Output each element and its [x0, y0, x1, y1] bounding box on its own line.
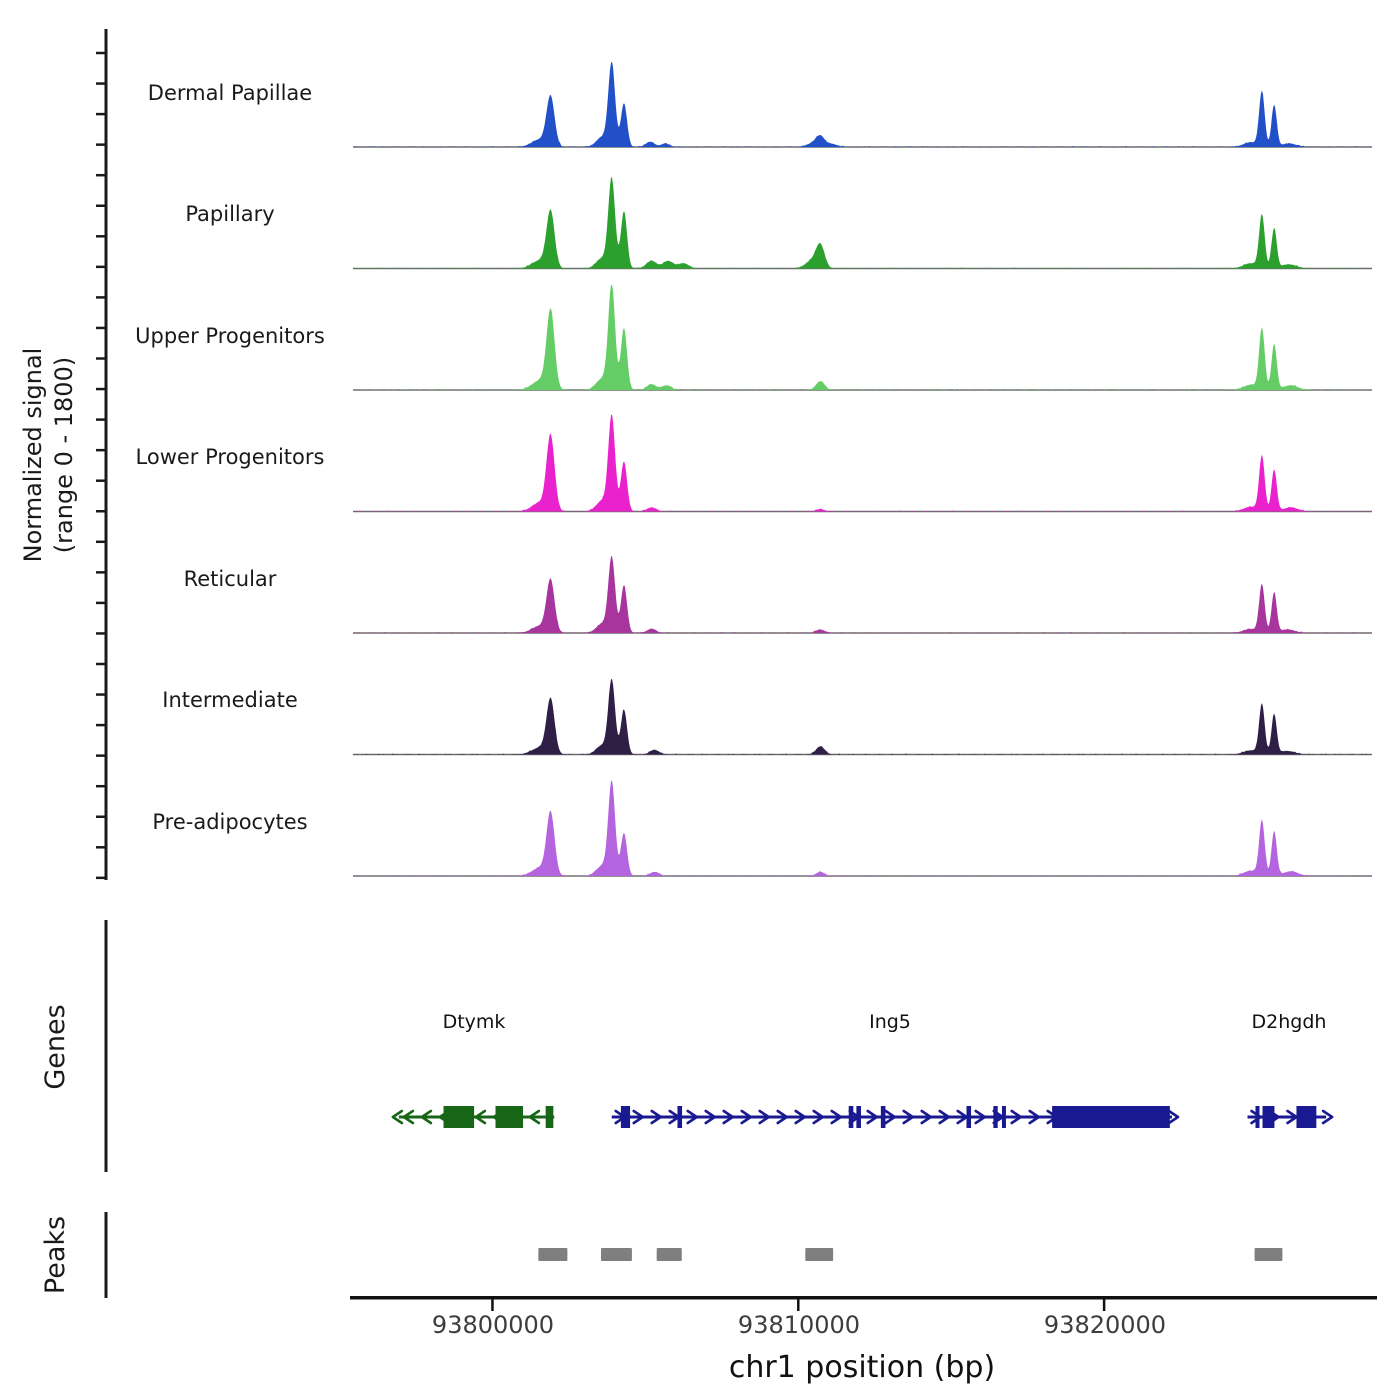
gene-exon [496, 1106, 524, 1128]
gene-exon [1002, 1106, 1006, 1128]
signal-area-papillary [353, 177, 1372, 268]
signal-area-lower-progenitors [353, 414, 1372, 511]
x-tick-label-93800000: 93800000 [431, 1311, 555, 1339]
gene-exon [881, 1106, 886, 1128]
track-label-pre-adipocytes: Pre-adipocytes [152, 810, 308, 834]
genes-section-label: Genes [40, 1004, 71, 1090]
gene-exon [444, 1106, 475, 1128]
peaks-section-label: Peaks [40, 1215, 71, 1295]
x-tick-label-93820000: 93820000 [1043, 1311, 1167, 1339]
peak-box [657, 1248, 682, 1261]
track-label-reticular: Reticular [183, 567, 277, 591]
gene-exon [677, 1106, 682, 1128]
x-tick-label-93810000: 93810000 [737, 1311, 861, 1339]
signal-area-upper-progenitors [353, 285, 1372, 390]
peak-box [805, 1248, 833, 1261]
gene-name-d2hgdh: D2hgdh [1251, 1011, 1327, 1033]
track-label-intermediate: Intermediate [162, 688, 298, 712]
genes-section-spine [105, 920, 108, 1172]
track-label-papillary: Papillary [185, 202, 275, 226]
gene-exon [966, 1106, 971, 1128]
gene-exon [1052, 1106, 1170, 1128]
track-label-dermal-papillae: Dermal Papillae [147, 81, 313, 105]
y-axis-label-line1: Normalized signal [19, 347, 47, 563]
signal-area-pre-adipocytes [353, 780, 1372, 876]
gene-exon [993, 1106, 997, 1128]
x-axis-line [350, 1296, 1377, 1300]
peak-box [1255, 1248, 1283, 1261]
gene-exon [1263, 1106, 1275, 1128]
peaks-section-spine [105, 1212, 108, 1298]
signal-area-reticular [353, 556, 1372, 633]
gene-exon [621, 1106, 630, 1128]
signal-area-dermal-papillae [353, 62, 1372, 147]
peak-box [601, 1248, 632, 1261]
gene-exon [546, 1106, 554, 1128]
track-label-upper-progenitors: Upper Progenitors [135, 324, 325, 348]
track-label-lower-progenitors: Lower Progenitors [135, 445, 325, 469]
gene-name-ing5: Ing5 [869, 1011, 911, 1033]
signal-area-intermediate [353, 679, 1372, 755]
gene-exon [1296, 1106, 1316, 1128]
gene-exon [849, 1106, 854, 1128]
y-axis-label-line2: (range 0 - 1800) [50, 356, 78, 554]
gene-exon [1255, 1106, 1259, 1128]
y-axis-label [18, 5, 86, 905]
gene-exon [856, 1106, 861, 1128]
gene-name-dtymk: Dtymk [442, 1011, 506, 1033]
x-axis-title: chr1 position (bp) [728, 1350, 996, 1385]
peak-box [538, 1248, 567, 1261]
